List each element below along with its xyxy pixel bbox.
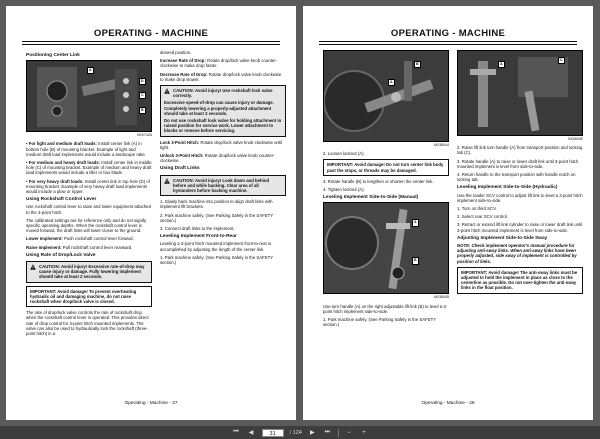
section-heading: Adjusting Implement Side-to-Side Sway (457, 235, 548, 241)
warning-triangle-icon (164, 178, 170, 184)
step: 2. Raise lift link turn handle (A) from transport position and locking tab (C). (457, 145, 583, 156)
note: NOTE: Check implement operator's manual procedure for adjusting anti-sway links. When anti-sway links have been properly adjusted, side sway of implement is controlled by position of links. (457, 243, 577, 264)
callout-a: A (412, 219, 419, 226)
callout-c: C (139, 92, 146, 99)
callout-b: B (414, 61, 421, 68)
toolbar-divider (338, 429, 339, 437)
lock-hitch: Lock 3-Point Hitch: Rotate drop/lock valve knob clockwise until tight. (160, 139, 283, 150)
callout-c: C (558, 57, 565, 64)
page-header (22, 28, 280, 42)
paragraph: Use rockshaft control lever to raise and lower equipment attached to the 3-point hitch. (26, 204, 151, 215)
right-column-1 (323, 50, 449, 330)
page-right (303, 6, 593, 420)
paragraph: Use turn handle (A) on the right adjustable lift link (B) to level a 3-point hitch implement side-to-side. (323, 303, 448, 314)
next-page-icon[interactable]: ▶ (310, 430, 315, 436)
figure-id: MX38045 (434, 295, 449, 300)
caution-box: CAUTION: Avoid injury! Look down and behind before and while backing. Clear area of all bystanders before backing machine. (160, 175, 286, 197)
decrease-rate: Decrease Rate of Drop: Rotate drop/lock valve knob clockwise to make drop slower. (160, 71, 282, 82)
page-footer: Operating - Machine - 28 (421, 401, 475, 406)
header-rule (319, 44, 577, 45)
increase-rate: Increase Rate of Drop: Rotate drop/lock valve knob counter-clockwise to make drop faster. (160, 58, 278, 69)
callout-b: B (139, 107, 146, 114)
warning-triangle-icon (30, 264, 36, 270)
figure-id: NX0604E (568, 137, 583, 141)
step: 2. Loosen locknut (A). (323, 151, 365, 157)
figure-id: MX38044 (434, 143, 449, 147)
right-column-2 (457, 50, 583, 297)
paragraph: Leveling a 3-point hitch mounted implement front-to-rear is accomplished by adjusting the length of the center link. (160, 241, 272, 252)
section-heading: Leveling Implement Front-to-Rear (160, 234, 237, 240)
important-box: IMPORTANT: Avoid damage! The anti-sway links must be adjusted to hold the implement in place as close to the centerline as possible. Do not over-tighten the anti-sway links in the float position. (457, 267, 583, 294)
section-heading: Using Draft Links (160, 166, 200, 172)
paragraph: Use the loader SCV control to adjust lift link to level a 3-point hitch implement side-to-side. (457, 192, 583, 203)
step: 2. Select rear SCV control. (457, 214, 508, 220)
step: 3. Rotate handle (A) to raise or lower draft link until 3-point hitch mounted implement is level from side-to-side. (457, 158, 579, 169)
page-left (6, 6, 296, 420)
page-number-input[interactable]: 31 (262, 429, 284, 437)
first-page-icon[interactable]: ⏮ (233, 429, 239, 435)
callout-b: B (412, 257, 419, 264)
step: 2. Park machine safely. (See Parking Safely in the SAFETY section.) (160, 212, 274, 223)
callout-a: A (498, 61, 505, 68)
step: 3. Retract or extend lift link cylinder to raise or lower draft link until 3-point hitch mounted implement is level from side-to-side. (457, 222, 583, 233)
paragraph: desired position. (160, 50, 192, 55)
caution-box: CAUTION: Avoid injury! Use rockshaft lock valve correctly. Excessive speed-of-drop can cause injury or damage. Completely lowering a properly-adjusted attachment should take at least 2 seconds. Do not use rockshaft lock valve for holding attachment in raised position for service work. Lower attachment to blocks or remove before servicing. (160, 85, 286, 137)
callout-d: D (139, 78, 146, 85)
zoom-in-icon[interactable]: + (362, 429, 366, 436)
step: 3. Rotate handle (B) to lengthen or shorten the center link. (323, 178, 434, 184)
section-heading: Leveling Implement Side-to-Side (Manual) (323, 195, 419, 201)
side-to-side-illustration (324, 203, 449, 294)
unlock-hitch: Unlock 3-Point Hitch: Rotate drop/lock valve knob counter-clockwise. (160, 153, 275, 164)
step: 1. Turn on third SCV. (457, 206, 497, 212)
step: 1. Park machine safely. (See Parking Safely in the SAFETY section.) (160, 254, 274, 266)
left-column-2 (160, 50, 286, 268)
lower-implement: Lower Implement: Push rockshaft control lever forward. (26, 236, 134, 242)
turn-handle-figure (457, 50, 583, 136)
bullet-heavy: • For very heavy draft loads: Install center link in top hole (D) of mounting bracket. Example of very heavy draft load implements would include a plow or ripper. (26, 178, 150, 195)
page-header-title: OPERATING - MACHINE (93, 28, 209, 39)
side-to-side-figure (323, 202, 449, 294)
center-link-figure (26, 60, 152, 132)
center-link-adjust-illustration (324, 51, 449, 142)
center-link-adjust-figure (323, 50, 449, 142)
page-header (319, 28, 577, 42)
important-box: IMPORTANT: Avoid damage! To prevent overheating hydraulic oil and damaging machine, do not raise rockshaft when drop/lock valve is closed. (26, 286, 152, 308)
step: 4. Tighten locknut (A). (323, 187, 365, 193)
prev-page-icon[interactable]: ◀ (248, 430, 254, 436)
important-box: IMPORTANT: Avoid damage! Do not turn center link body past the stops, or threads may be damaged. (323, 159, 449, 175)
header-rule (22, 44, 280, 45)
callout-a: A (87, 67, 94, 74)
section-heading: Leveling Implement Side-to-Side (Hydraulic) (457, 185, 558, 191)
caution-box: CAUTION: Avoid injury! Excessive rate-of-drop may cause injury or damage. Fully lowering implement should take at least 2 seconds. (26, 261, 152, 283)
step: 4. Return handle to the transport position with handle notch on locking tab. (457, 172, 576, 183)
warning-triangle-icon (164, 88, 170, 94)
left-column-1 (26, 50, 152, 339)
paragraph: The rate of drop/lock valve controls the rate of rockshaft drop when the rockshaft control lever is operated. This provides direct rate of drop control for 3-point hitch mounted implements. The valve can also be used to hydraulically lock the rockshaft (three-point hitch) in a (26, 310, 149, 337)
section-heading: Using Rate of Drop/Lock Valve (26, 252, 96, 258)
page-footer: Operating - Machine - 27 (124, 401, 178, 406)
bullet-medium: • For medium and heavy draft loads: Install center link in middle hole (C) of mounting bracket. Example of medium and heavy draft load implements would include a tiller or box blade. (26, 160, 152, 176)
raise-implement: Raise Implement: Pull rockshaft control lever rearward. (26, 244, 133, 250)
zoom-out-icon[interactable]: − (347, 429, 351, 436)
page-total: / 124 (289, 429, 302, 436)
viewer-toolbar (0, 426, 600, 439)
section-heading: Positioning Center Link (26, 53, 80, 58)
section-heading: Using Rockshaft Control Lever (26, 197, 97, 203)
last-page-icon[interactable]: ⏭ (324, 429, 331, 435)
callout-a: A (388, 79, 395, 86)
bullet-light: • For light and medium draft loads: Install center link (A) in bottom hole (B) of mounting bracket. Example of light and medium draft load implements would include a landscape rake. (26, 141, 146, 157)
page-header-title: OPERATING - MACHINE (390, 28, 506, 39)
step: 1. Slowly back machine into position to align draft links with implement lift brackets. (160, 199, 273, 210)
step: 3. Connect draft links to the implement. (160, 226, 235, 232)
paragraph: The calibrated settings are for reference only and do not signify specific operating depths. When the rockshaft control lever is moved forward, the draft links will lower closer to the ground. (26, 217, 147, 234)
step: 1. Park machine safely. (See Parking Safely in the SAFETY section.) (323, 317, 437, 328)
figure-id: NX0742A (137, 133, 152, 138)
